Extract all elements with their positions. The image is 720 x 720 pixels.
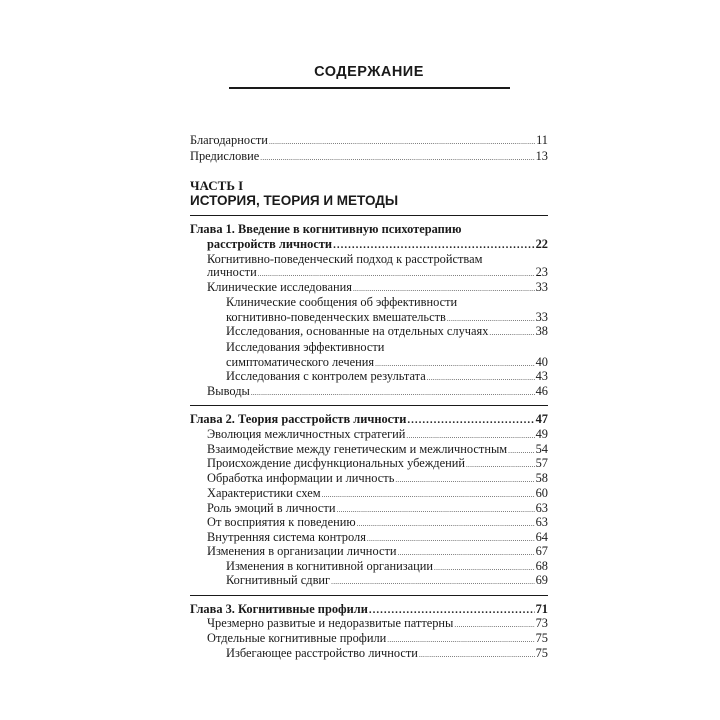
entry-title: Благодарности	[190, 133, 268, 147]
subsection-title-line1[interactable]: Клинические сообщения об эффективности	[226, 295, 458, 309]
entry-page: 11	[536, 133, 548, 147]
entry-page: 13	[535, 149, 548, 163]
toc-entry-case-studies[interactable]	[226, 324, 548, 341]
toc-entry-chapter-2[interactable]	[190, 412, 548, 428]
toc-entry-conclusions[interactable]	[207, 384, 548, 401]
leader-dots	[260, 151, 534, 166]
toc-entry-subsection[interactable]	[226, 646, 548, 663]
entry-page: 58	[535, 471, 548, 485]
entry-page: 68	[535, 559, 548, 573]
entry-page: 47	[535, 412, 548, 426]
entry-page: 63	[535, 501, 548, 515]
entry-page: 40	[535, 355, 548, 369]
entry-page: 33	[535, 280, 548, 294]
entry-page: 71	[535, 602, 548, 616]
entry-title: Изменения в организации личности	[207, 544, 397, 558]
entry-title: личности	[207, 265, 257, 279]
entry-title: Роль эмоций в личности	[207, 501, 336, 515]
entry-page: 23	[535, 265, 548, 279]
entry-title: Глава 2. Теория расстройств личности	[190, 412, 407, 426]
entry-page: 46	[535, 384, 548, 398]
entry-title: Когнитивный сдвиг	[226, 573, 331, 587]
toc-heading: СОДЕРЖАНИЕ	[314, 64, 424, 80]
separator	[190, 595, 548, 596]
entry-title: Происхождение дисфункциональных убеждений	[207, 456, 465, 470]
heading-rule	[229, 87, 510, 89]
part-title: ИСТОРИЯ, ТЕОРИЯ И МЕТОДЫ	[190, 193, 399, 208]
entry-title: Внутренняя система контроля	[207, 530, 366, 544]
entry-page: 75	[535, 646, 548, 660]
entry-title: Избегающее расстройство личности	[226, 646, 418, 660]
entry-title: Обработка информации и личность	[207, 471, 395, 485]
entry-title: симптоматического лечения	[226, 355, 375, 369]
chapter-1-title-line1[interactable]: Глава 1. Введение в когнитивную психотерапию	[190, 222, 462, 236]
entry-title: Глава 3. Когнитивные профили	[190, 602, 368, 616]
entry-page: 75	[535, 631, 548, 645]
leader-dots	[269, 135, 535, 150]
leader-dots	[489, 326, 534, 341]
entry-title: Взаимодействие между генетическим и межличностным	[207, 442, 508, 456]
entry-page: 22	[535, 237, 548, 251]
entry-title: Предисловие	[190, 149, 260, 163]
subsection-title-line1[interactable]: Исследования эффективности	[226, 340, 385, 354]
toc-entry-subsection[interactable]	[226, 573, 548, 590]
entry-title: расстройств личности	[207, 237, 333, 251]
entry-title: Исследования, основанные на отдельных случаях	[226, 324, 489, 338]
entry-page: 69	[535, 573, 548, 587]
entry-title: Изменения в когнитивной организации	[226, 559, 434, 573]
part-label: ЧАСТЬ I	[190, 178, 244, 193]
leader-dots	[331, 575, 534, 590]
leader-dots	[419, 648, 535, 663]
entry-page: 33	[535, 310, 548, 324]
leader-dots	[251, 386, 535, 401]
separator	[190, 405, 548, 406]
toc-entry-preface[interactable]	[190, 149, 548, 166]
separator	[190, 215, 548, 216]
entry-page: 43	[535, 369, 548, 383]
entry-page: 60	[535, 486, 548, 500]
entry-title: Отдельные когнитивные профили	[207, 631, 387, 645]
entry-page: 67	[535, 544, 548, 558]
entry-title: Исследования с контролем результата	[226, 369, 426, 383]
entry-title: Эволюция межличностных стратегий	[207, 427, 406, 441]
leader-dots	[333, 238, 535, 253]
toc-entry-acknowledgements[interactable]	[190, 133, 548, 150]
entry-page: 64	[535, 530, 548, 544]
entry-title: Выводы	[207, 384, 250, 398]
entry-title: Характеристики схем	[207, 486, 321, 500]
entry-page: 49	[535, 427, 548, 441]
entry-title: когнитивно-поведенческих вмешательств	[226, 310, 446, 324]
leader-dots	[407, 413, 534, 428]
section-title-line1[interactable]: Когнитивно-поведенческий подход к расстройствам	[207, 252, 483, 266]
entry-title: От восприятия к поведению	[207, 515, 356, 529]
entry-page: 38	[535, 324, 548, 338]
entry-page: 63	[535, 515, 548, 529]
entry-page: 73	[535, 616, 548, 630]
entry-title: Клинические исследования	[207, 280, 352, 294]
entry-title: Чрезмерно развитые и недоразвитые паттерны	[207, 616, 454, 630]
toc-entry-chapter-1[interactable]	[207, 237, 548, 253]
entry-page: 57	[535, 456, 548, 470]
entry-page: 54	[535, 442, 548, 456]
